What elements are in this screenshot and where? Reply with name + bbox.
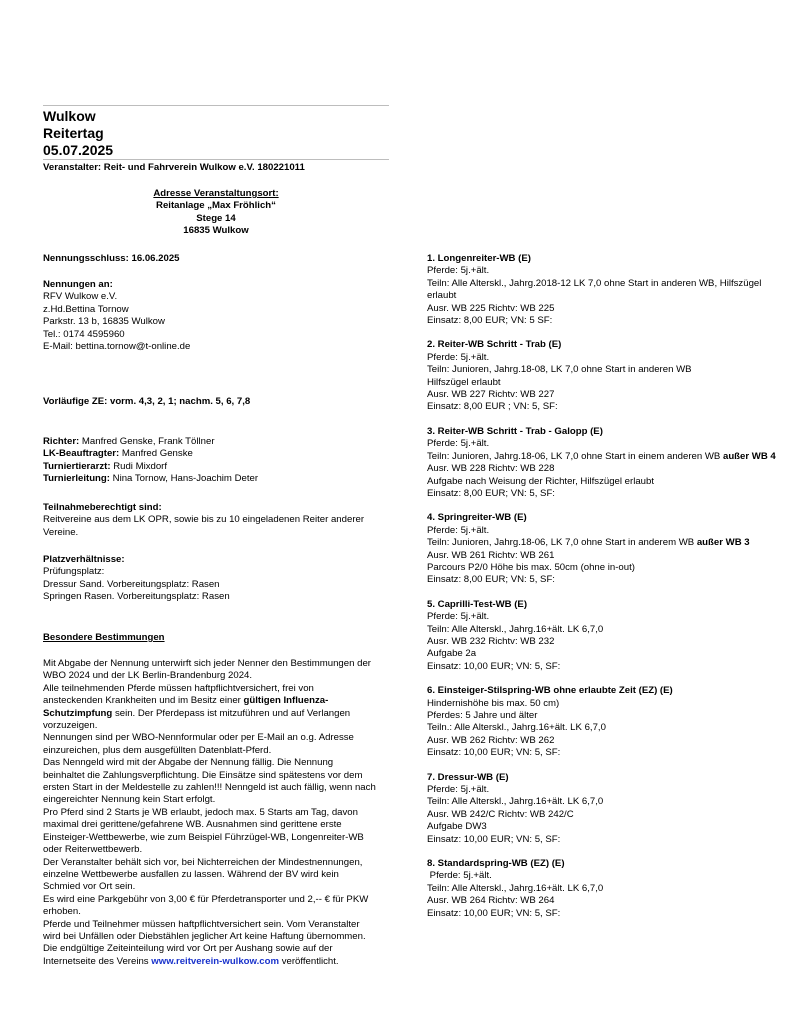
schedule-line: Vorläufige ZE: vorm. 4,3, 2, 1; nachm. 5, 6, 7,8 bbox=[43, 396, 251, 407]
official-value: Nina Tornow, Hans-Joachim Deter bbox=[109, 473, 259, 485]
official-label: Turniertierarzt: bbox=[43, 460, 111, 472]
official-value: Manfred Genske bbox=[119, 448, 193, 460]
rules-paragraph: Mit Abgabe der Nennung unterwirft sich jeder Nenner den Bestimmungen der WBO 2024 und der LK Berlin-Brandenburg 2024. bbox=[43, 658, 371, 682]
competition-item bbox=[427, 858, 779, 920]
rules-paragraph-website bbox=[43, 943, 376, 968]
competition-line: Einsatz: 10,00 EUR; VN: 5, SF: bbox=[427, 907, 561, 919]
competition-line: Teiln: Alle Alterskl., Jahrg.16+ält. LK 6,7,0 bbox=[427, 882, 604, 894]
rules-heading: Besondere Bestimmungen bbox=[43, 632, 165, 643]
competition-line: Teiln.: Alle Alterskl., Jahrg.16+ält. LK 6,7,0 bbox=[427, 722, 606, 734]
competition-line: Pferde: 5j.+ält. bbox=[427, 265, 490, 277]
entry-deadline: Nennungsschluss: 16.06.2025 bbox=[43, 253, 180, 264]
eligibility-text: Reitvereine aus dem LK OPR, sowie bis zu 10 eingeladenen Reiter anderer Vereine. bbox=[43, 514, 365, 538]
competition-line: Ausr. WB 227 Richtv: WB 227 bbox=[427, 389, 555, 401]
competition-line: Ausr. WB 228 Richtv: WB 228 bbox=[427, 463, 555, 475]
competition-title: 1. Longenreiter-WB (E) bbox=[427, 253, 531, 264]
competition-title: 3. Reiter-WB Schritt - Trab - Galopp (E) bbox=[427, 425, 603, 437]
official-label: Richter: bbox=[43, 436, 80, 447]
eligibility-heading: Teilnahmeberechtigt sind: bbox=[43, 502, 162, 513]
competition-line: Teiln: Alle Alterskl., Jahrg.16+ält. LK 6,7,0 bbox=[427, 623, 604, 635]
competition-item bbox=[427, 512, 779, 586]
rules-paragraph: Es wird eine Parkgebühr von 3,00 € für Pferdetransporter und 2,-- € für PKW erhoben. bbox=[43, 893, 369, 918]
entries-block bbox=[43, 279, 389, 353]
competition-line: Pferdes: 5 Jahre und älter bbox=[427, 710, 538, 721]
rules-paragraph-vaccination bbox=[43, 683, 376, 733]
competition-line: Hilfszügel erlaubt bbox=[427, 376, 501, 388]
title-block bbox=[43, 108, 113, 159]
competition-item bbox=[427, 599, 779, 673]
rules-text-span: Die endgültige Zeiteinteilung wird vor Ort per Aushang sowie auf der Internetseite des Vereins bbox=[43, 943, 333, 967]
competition-line: Pferde: 5j.+ält. bbox=[427, 784, 490, 796]
venue-block bbox=[43, 188, 389, 238]
rules-text-span: sein. Der Pferdepass ist mitzuführen und auf Verlangen vorzuzeigen. bbox=[43, 707, 351, 732]
competition-line: Ausr. WB 232 Richtv: WB 232 bbox=[427, 635, 555, 647]
competition-item bbox=[427, 426, 779, 500]
competition-line: Parcours P2/0 Höhe bis max. 50cm (ohne in-out) bbox=[427, 561, 635, 573]
official-label: LK-Beauftragter: bbox=[43, 448, 120, 460]
venue-city: 16835 Wulkow bbox=[183, 225, 249, 237]
competition-title: 2. Reiter-WB Schritt - Trab (E) bbox=[427, 339, 562, 351]
official-value: Manfred Genske, Frank Töllner bbox=[79, 436, 215, 447]
rules-paragraph: Pferde und Teilnehmer müssen haftpflichtversichert sein. Vom Veranstalter wird bei Unfällen oder Diebstählen jeglicher Art keine Haftung übernommen. bbox=[43, 918, 366, 942]
competition-line: Pferde: 5j.+ält. bbox=[427, 611, 490, 623]
competition-line: Teiln: Alle Alterskl., Jahrg.16+ält. LK 6,7,0 bbox=[427, 796, 604, 808]
competition-line: erlaubt bbox=[427, 290, 457, 302]
club-website-link[interactable]: www.reitverein-wulkow.com bbox=[151, 955, 280, 967]
organizer-line: Veranstalter: Reit- und Fahrverein Wulkow e.V. 180221011 bbox=[43, 162, 305, 173]
grounds-line: Dressur Sand. Vorbereitungsplatz: Rasen bbox=[43, 578, 220, 590]
venue-street: Stege 14 bbox=[196, 212, 236, 224]
competition-item bbox=[427, 772, 779, 846]
competition-line: Teiln: Alle Alterskl., Jahrg.2018-12 LK 7,0 ohne Start in anderen WB, Hilfszügel bbox=[427, 277, 762, 289]
rules-text bbox=[43, 658, 376, 968]
event-location: Wulkow bbox=[43, 108, 96, 124]
event-date: 05.07.2025 bbox=[43, 142, 114, 158]
title-rule bbox=[43, 159, 389, 160]
official-lk bbox=[43, 448, 389, 460]
official-management bbox=[43, 473, 389, 485]
competition-item bbox=[427, 685, 779, 759]
competition-line-with-exception bbox=[427, 451, 779, 463]
venue-heading: Adresse Veranstaltungsort: bbox=[153, 188, 279, 199]
competition-line: Ausr. WB 264 Richtv: WB 264 bbox=[427, 895, 555, 907]
rules-paragraph: Der Veranstalter behält sich vor, bei Nichterreichen der Mindestnennungen, einzelne Wettbewerbe ausfallen zu lassen. Während der BV wird kein Schmied vor Ort sein. bbox=[43, 856, 363, 893]
competition-line: Einsatz: 8,00 EUR ; VN: 5, SF: bbox=[427, 401, 558, 413]
officials-block bbox=[43, 436, 389, 486]
rules-paragraph: Das Nenngeld wird mit der Abgabe der Nennung fällig. Die Nennung beinhaltet die Zahlungsverpflichtung. Die Einsätze sind spätestens vor dem ersten Start in der Meldestelle zu zahlen!!! Nenngeld ist auch fällig, wenn nach eingereichter Nennung kein Start erfolgt. bbox=[43, 757, 376, 806]
entries-email: E-Mail: bettina.tornow@t-online.de bbox=[43, 341, 191, 353]
competition-line: Pferde: 5j.+ält. bbox=[427, 438, 490, 450]
rules-paragraph: Nennungen sind per WBO-Nennformular oder per E-Mail an o.g. Adresse einzureichen, plus dem ausgefüllten Datenblatt-Pferd. bbox=[43, 732, 354, 756]
competition-line: Einsatz: 8,00 EUR; VN: 5, SF: bbox=[427, 574, 555, 586]
competition-line: Pferde: 5j.+ält. bbox=[427, 870, 492, 882]
competitions-column bbox=[427, 253, 779, 932]
competition-line: Ausr. WB 242/C Richtv: WB 242/C bbox=[427, 808, 574, 820]
competition-line: Einsatz: 8,00 EUR; VN: 5 SF: bbox=[427, 315, 553, 327]
competition-line: Einsatz: 10,00 EUR; VN: 5, SF: bbox=[427, 660, 561, 672]
competition-line-with-exception bbox=[427, 537, 779, 549]
competition-line: Ausr. WB 262 Richtv: WB 262 bbox=[427, 734, 555, 746]
competition-item bbox=[427, 253, 779, 327]
competition-text-span: Teiln: Junioren, Jahrg.18-06, LK 7,0 ohne Start in einem anderen WB bbox=[427, 450, 723, 462]
rules-paragraph: Pro Pferd sind 2 Starts je WB erlaubt, jedoch max. 5 Starts am Tag, davon maximal drei gerittene/gefahrene WB. Ausnahmen sind gerittene erste Einsteiger-Wettbewerbe, wie zum Beispiel Führzügel-WB, Longenreiter-WB oder Reiterwettbewerb. bbox=[43, 806, 364, 856]
rules-text-span: Alle teilnehmenden Pferde müssen haftpflichtversichert, frei von ansteckenden Krankheiten und im Besitz einer bbox=[43, 682, 314, 707]
competition-exception: außer WB 3 bbox=[696, 537, 750, 549]
competition-line: Ausr. WB 225 Richtv: WB 225 bbox=[427, 302, 555, 314]
competition-title: 4. Springreiter-WB (E) bbox=[427, 512, 527, 524]
official-vet bbox=[43, 461, 389, 473]
competition-line: Hindernishöhe bis max. 50 cm) bbox=[427, 697, 560, 709]
competition-title: 8. Standardspring-WB (EZ) (E) bbox=[427, 858, 565, 870]
entries-heading: Nennungen an: bbox=[43, 279, 113, 290]
competition-line: Einsatz: 10,00 EUR; VN: 5, SF: bbox=[427, 833, 561, 845]
competition-line: Pferde: 5j.+ält. bbox=[427, 524, 490, 536]
competition-line: Aufgabe DW3 bbox=[427, 821, 487, 833]
competition-line: Pferde: 5j.+ält. bbox=[427, 351, 490, 363]
competition-line: Aufgabe 2a bbox=[427, 648, 477, 660]
top-rule bbox=[43, 105, 389, 106]
competition-line: Einsatz: 8,00 EUR; VN: 5, SF: bbox=[427, 487, 555, 499]
competition-line: Einsatz: 10,00 EUR; VN: 5, SF: bbox=[427, 747, 561, 759]
grounds-line: Prüfungsplatz: bbox=[43, 566, 105, 578]
competition-line: Aufgabe nach Weisung der Richter, Hilfszügel erlaubt bbox=[427, 475, 655, 487]
entries-line: z.Hd.Bettina Tornow bbox=[43, 303, 129, 315]
venue-name: Reitanlage „Max Fröhlich“ bbox=[156, 200, 276, 212]
competition-title: 6. Einsteiger-Stilspring-WB ohne erlaubte Zeit (EZ) (E) bbox=[427, 685, 673, 697]
competition-title: 7. Dressur-WB (E) bbox=[427, 771, 509, 783]
competition-item bbox=[427, 339, 779, 413]
rules-emphasis: gültigen Influenza- Schutzimpfung bbox=[43, 695, 329, 719]
event-name: Reitertag bbox=[43, 125, 104, 141]
grounds-block bbox=[43, 554, 389, 604]
entries-line: RFV Wulkow e.V. bbox=[43, 291, 118, 303]
official-value: Rudi Mixdorf bbox=[110, 460, 168, 472]
competition-title: 5. Caprilli-Test-WB (E) bbox=[427, 598, 528, 610]
official-judges bbox=[43, 436, 389, 448]
official-label: Turnierleitung: bbox=[43, 473, 110, 485]
entries-line: Tel.: 0174 4595960 bbox=[43, 328, 125, 340]
competition-exception: außer WB 4 bbox=[722, 450, 776, 462]
competition-line: Ausr. WB 261 Richtv: WB 261 bbox=[427, 549, 555, 561]
eligibility-block bbox=[43, 502, 378, 539]
grounds-line: Springen Rasen. Vorbereitungsplatz: Rasen bbox=[43, 591, 230, 603]
entries-line: Parkstr. 13 b, 16835 Wulkow bbox=[43, 316, 165, 328]
competition-line: Teiln: Junioren, Jahrg.18-08, LK 7,0 ohne Start in anderen WB bbox=[427, 364, 692, 376]
rules-text-span: veröffentlicht. bbox=[279, 955, 339, 967]
grounds-heading: Platzverhältnisse: bbox=[43, 554, 125, 565]
competition-text-span: Teiln: Junioren, Jahrg.18-06, LK 7,0 ohne Start in anderem WB bbox=[427, 537, 697, 549]
